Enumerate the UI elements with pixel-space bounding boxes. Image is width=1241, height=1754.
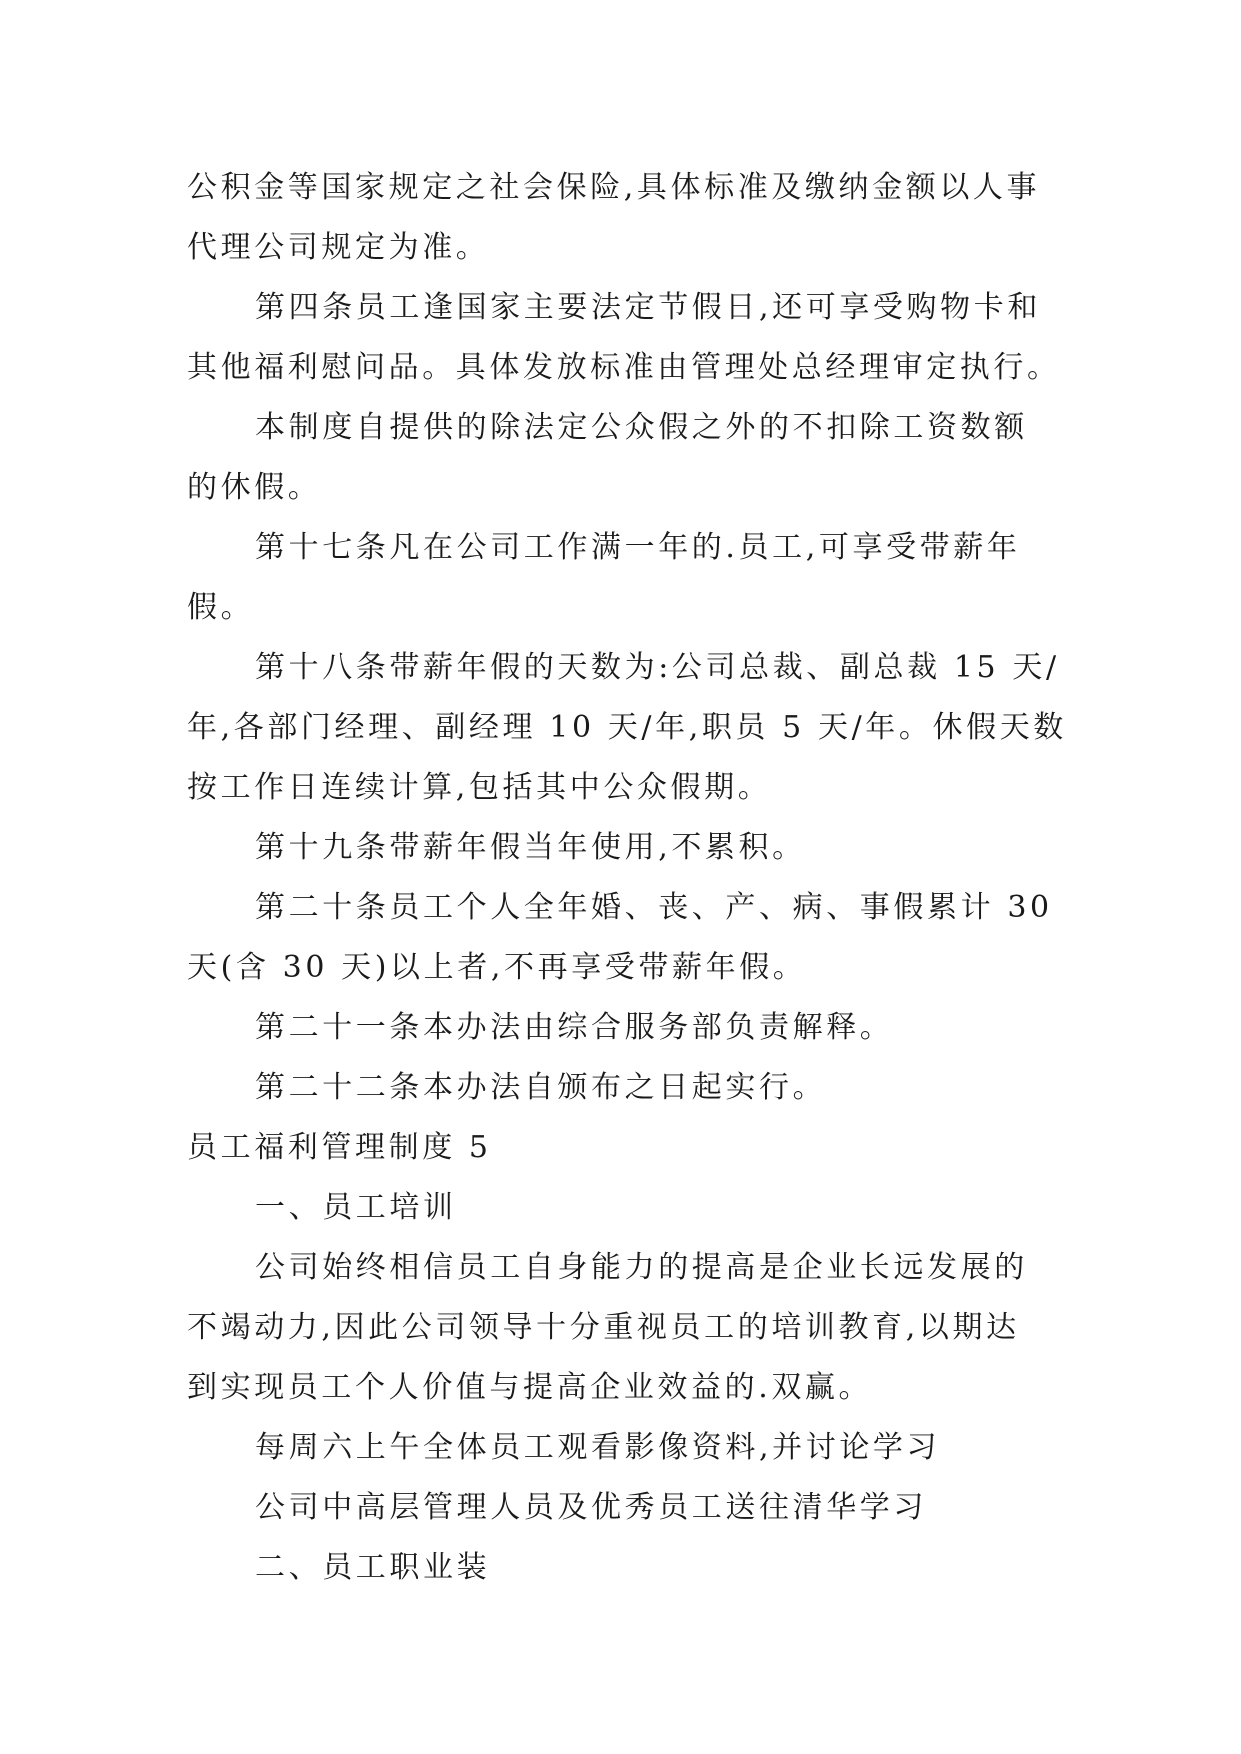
text-line: 代理公司规定为准。 bbox=[187, 230, 490, 265]
text-line: 公司中高层管理人员及优秀员工送往清华学习 bbox=[255, 1490, 927, 1525]
text-line: 第十九条带薪年假当年使用,不累积。 bbox=[255, 830, 806, 865]
text-line: 不竭动力,因此公司领导十分重视员工的培训教育,以期达 bbox=[187, 1310, 1020, 1345]
text-line: 到实现员工个人价值与提高企业效益的.双赢。 bbox=[187, 1370, 873, 1405]
document-body bbox=[187, 158, 1067, 1598]
text-line: 第四条员工逢国家主要法定节假日,还可享受购物卡和 bbox=[255, 290, 1041, 325]
text-line: 按工作日连续计算,包括其中公众假期。 bbox=[187, 770, 772, 805]
subsection-heading: 二、员工职业装 bbox=[255, 1550, 491, 1585]
text-line: 第十七条凡在公司工作满一年的.员工,可享受带薪年 bbox=[255, 530, 1021, 565]
text-line: 的休假。 bbox=[187, 470, 322, 505]
text-line: 本制度自提供的除法定公众假之外的不扣除工资数额 bbox=[255, 410, 1028, 445]
subsection-heading: 一、员工培训 bbox=[255, 1190, 457, 1225]
text-line: 第十八条带薪年假的天数为:公司总裁、副总裁 15 天/ bbox=[255, 650, 1060, 685]
text-line: 第二十条员工个人全年婚、丧、产、病、事假累计 30 bbox=[255, 890, 1053, 925]
text-line: 第二十二条本办法自颁布之日起实行。 bbox=[255, 1070, 827, 1105]
text-line: 年,各部门经理、副经理 10 天/年,职员 5 天/年。休假天数 bbox=[187, 710, 1067, 745]
text-line: 假。 bbox=[187, 590, 255, 625]
text-line: 第二十一条本办法由综合服务部负责解释。 bbox=[255, 1010, 894, 1045]
text-line: 公司始终相信员工自身能力的提高是企业长远发展的 bbox=[255, 1250, 1028, 1285]
text-line: 其他福利慰问品。具体发放标准由管理处总经理审定执行。 bbox=[187, 350, 1061, 385]
section-heading: 员工福利管理制度 5 bbox=[187, 1130, 492, 1165]
text-line: 天(含 30 天)以上者,不再享受带薪年假。 bbox=[187, 950, 807, 985]
text-line: 公积金等国家规定之社会保险,具体标准及缴纳金额以人事 bbox=[187, 170, 1041, 205]
text-line: 每周六上午全体员工观看影像资料,并讨论学习 bbox=[255, 1430, 941, 1465]
